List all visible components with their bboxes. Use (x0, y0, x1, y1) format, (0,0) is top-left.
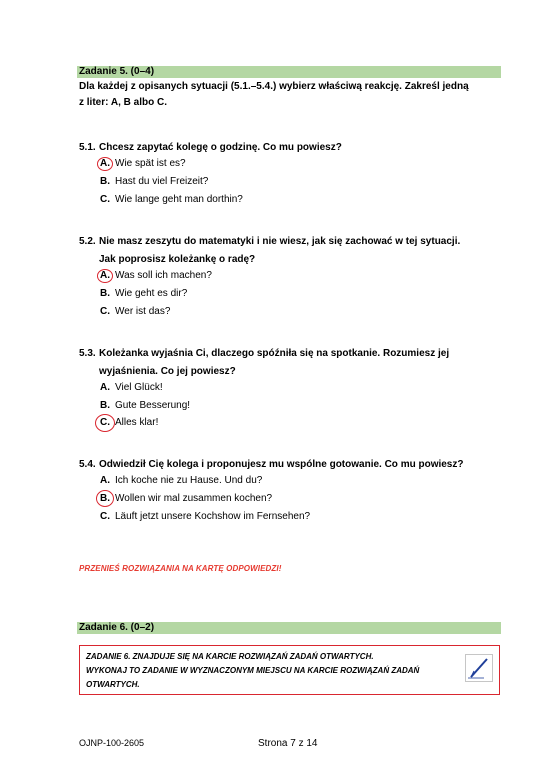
answer-circle (97, 157, 113, 171)
instructions-line2: z liter: A, B albo C. (79, 97, 167, 108)
option-letter: C. (100, 194, 110, 205)
option-text: Hast du viel Freizeit? (115, 176, 209, 187)
option-5-2-c[interactable] (100, 305, 170, 319)
option-5-1-b[interactable] (100, 175, 208, 189)
option-text: Was soll ich machen? (115, 270, 212, 281)
option-5-4-b[interactable] (100, 492, 272, 506)
option-letter: B. (100, 176, 110, 187)
transfer-answers-note: PRZENIEŚ ROZWIĄZANIA NA KARTĘ ODPOWIEDZI! (79, 564, 282, 573)
question-number: 5.4. (79, 459, 96, 470)
task5-instructions (79, 79, 499, 111)
option-5-4-c[interactable] (100, 510, 310, 524)
question-5-3 (79, 345, 499, 381)
option-letter: C. (100, 417, 110, 428)
option-text: Wie spät ist es? (115, 158, 186, 169)
notice-line1: ZADANIE 6. ZNAJDUJE SIĘ NA KARCIE ROZWIĄZAŃ ZADAŃ OTWARTYCH. (86, 652, 374, 661)
pen-icon (465, 654, 493, 682)
answer-circle (95, 414, 115, 432)
question-5-4 (79, 456, 499, 474)
option-text: Wollen wir mal zusammen kochen? (115, 493, 273, 504)
task5-header: Zadanie 5. (0–4) (77, 66, 501, 78)
question-number: 5.1. (79, 142, 96, 153)
option-5-4-a[interactable] (100, 474, 262, 488)
option-text: Viel Glück! (115, 382, 163, 393)
exam-code: OJNP-100-2605 (79, 738, 145, 748)
option-5-1-c[interactable] (100, 193, 243, 207)
notice-line2: WYKONAJ TO ZADANIE W WYZNACZONYM MIEJSCU NA KARCIE ROZWIĄZAŃ ZADAŃ (86, 666, 420, 675)
page-number: Strona 7 z 14 (258, 738, 318, 749)
question-text-continued: wyjaśnienia. Co jej powiesz? (99, 366, 236, 377)
option-text: Wie lange geht man dorthin? (115, 194, 243, 205)
task6-notice-box (79, 645, 500, 695)
question-number: 5.2. (79, 236, 96, 247)
question-text: Koleżanka wyjaśnia Ci, dlaczego spóźniła się na spotkanie. Rozumiesz jej (99, 348, 450, 359)
answer-circle (97, 269, 113, 283)
option-text: Wie geht es dir? (115, 288, 188, 299)
question-text: Chcesz zapytać kolegę o godzinę. Co mu powiesz? (99, 142, 342, 153)
task6-notice-text (86, 650, 446, 692)
option-text: Alles klar! (115, 417, 159, 428)
option-text: Wer ist das? (115, 306, 171, 317)
option-letter: A. (100, 382, 110, 393)
instructions-line1: Dla każdej z opisanych sytuacji (5.1.–5.4.) wybierz właściwą reakcję. Zakreśl jedną (79, 81, 469, 92)
option-letter: C. (100, 511, 110, 522)
question-text: Odwiedził Cię kolega i proponujesz mu wspólne gotowanie. Co mu powiesz? (99, 459, 464, 470)
question-5-2 (79, 233, 499, 269)
option-5-3-b[interactable] (100, 399, 190, 413)
notice-line3: OTWARTYCH. (86, 680, 140, 689)
option-letter: C. (100, 306, 110, 317)
option-letter: B. (100, 288, 110, 299)
option-text: Läuft jetzt unsere Kochshow im Fernsehen? (115, 511, 311, 522)
option-text: Ich koche nie zu Hause. Und du? (115, 475, 263, 486)
option-letter: A. (100, 270, 110, 281)
question-text-continued: Jak poprosisz koleżankę o radę? (99, 254, 256, 265)
option-text: Gute Besserung! (115, 400, 191, 411)
question-text: Nie masz zeszytu do matematyki i nie wiesz, jak się zachować w tej sytuacji. (99, 236, 461, 247)
option-5-3-a[interactable] (100, 381, 163, 395)
task6-header: Zadanie 6. (0–2) (77, 622, 501, 634)
question-number: 5.3. (79, 348, 96, 359)
option-letter: B. (100, 400, 110, 411)
question-5-1 (79, 139, 499, 157)
option-letter: B. (100, 493, 110, 504)
option-letter: A. (100, 158, 110, 169)
option-5-2-b[interactable] (100, 287, 187, 301)
answer-circle (96, 490, 114, 507)
option-letter: A. (100, 475, 110, 486)
option-5-2-a[interactable] (100, 269, 212, 283)
